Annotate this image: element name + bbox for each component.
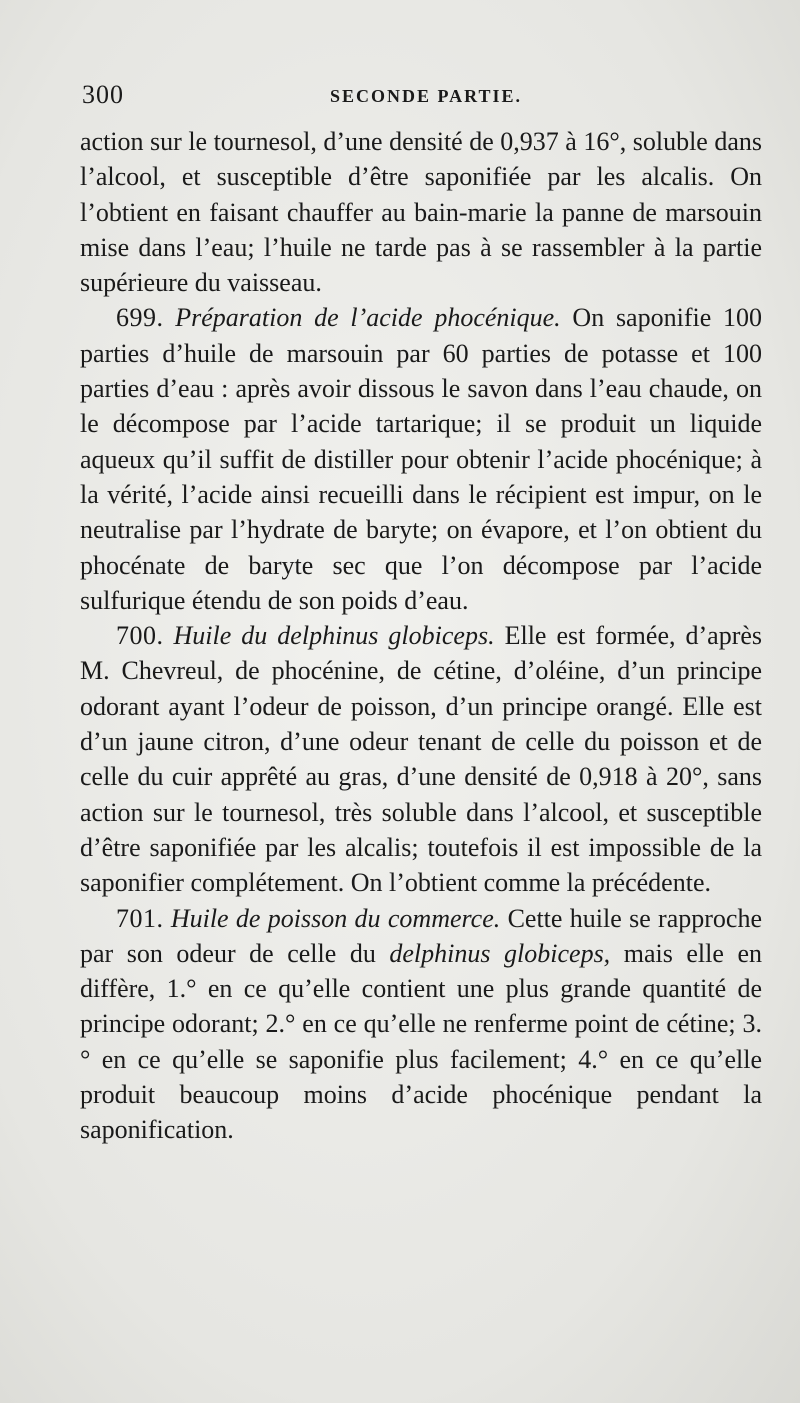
section-text: Cette huile se rapproche par son odeur de celle du — [80, 903, 762, 968]
section-text: mais elle en diffère, 1.° en ce qu’elle contient une plus grande quantité de principe odorant; 2.° en ce qu’elle ne renferme point de cétine; 3.° en ce qu’elle se saponifie plus facilement; 4.° en ce qu’elle produit beaucoup moins d’acide phocénique pendant la saponification. — [80, 938, 762, 1145]
section-title: Préparation de l’acide phocénique. — [175, 303, 561, 333]
section-text: Elle est formée, d’après M. Chevreul, de phocénine, de cétine, d’oléine, d’un principe odorant ayant l’odeur de poisson, d’un principe orangé. Elle est d’un jaune citron, d’une odeur tenant de celle du poisson et de celle du cuir apprêté au gras, d’une densité de 0,918 à 20°, sans action sur le tournesol, très soluble dans l’alcool, et susceptible d’être saponifiée par les alcalis; toutefois il est impossible de la saponifier complétement. On l’obtient comme la précédente. — [80, 621, 763, 898]
page-body — [80, 124, 762, 1148]
page-header — [80, 80, 760, 114]
species-name: delphinus globiceps, — [389, 938, 611, 968]
paragraph-700 — [80, 618, 762, 900]
paragraph-699 — [80, 300, 762, 618]
paragraph-701 — [80, 901, 762, 1148]
section-number: 699. — [116, 303, 164, 333]
paragraph-continuation: action sur le tournesol, d’une densité de 0,937 à 16°, soluble dans l’alcool, et susceptible d’être saponifiée par les alcalis. On l’obtient en faisant chauffer au bain-marie la panne de marsouin mise dans l’eau; l’huile ne tarde pas à se rassembler à la partie supérieure du vaisseau. — [80, 127, 762, 298]
running-head: SECONDE PARTIE. — [330, 86, 523, 106]
section-text: On saponifie 100 parties d’huile de marsouin par 60 parties de potasse et 100 parties d’eau : après avoir dissous le savon dans l’eau chaude, on le décompose par l’acide tartarique; il se produit un liquide aqueux qu’il suffit de distiller pour obtenir l’acide phocénique; à la vérité, l’acide ainsi recueilli dans le récipient est impur, on le neutralise par l’hydrate de baryte; on évapore, et l’on obtient du phocénate de baryte sec que l’on décompose par l’acide sulfurique étendu de son poids d’eau. — [80, 303, 762, 615]
section-number: 700. — [116, 621, 164, 651]
section-title: Huile de poisson du commerce. — [170, 903, 501, 933]
page-number: 300 — [82, 80, 124, 109]
section-title: Huile du delphinus globiceps. — [173, 621, 495, 651]
section-number: 701. — [116, 903, 164, 933]
